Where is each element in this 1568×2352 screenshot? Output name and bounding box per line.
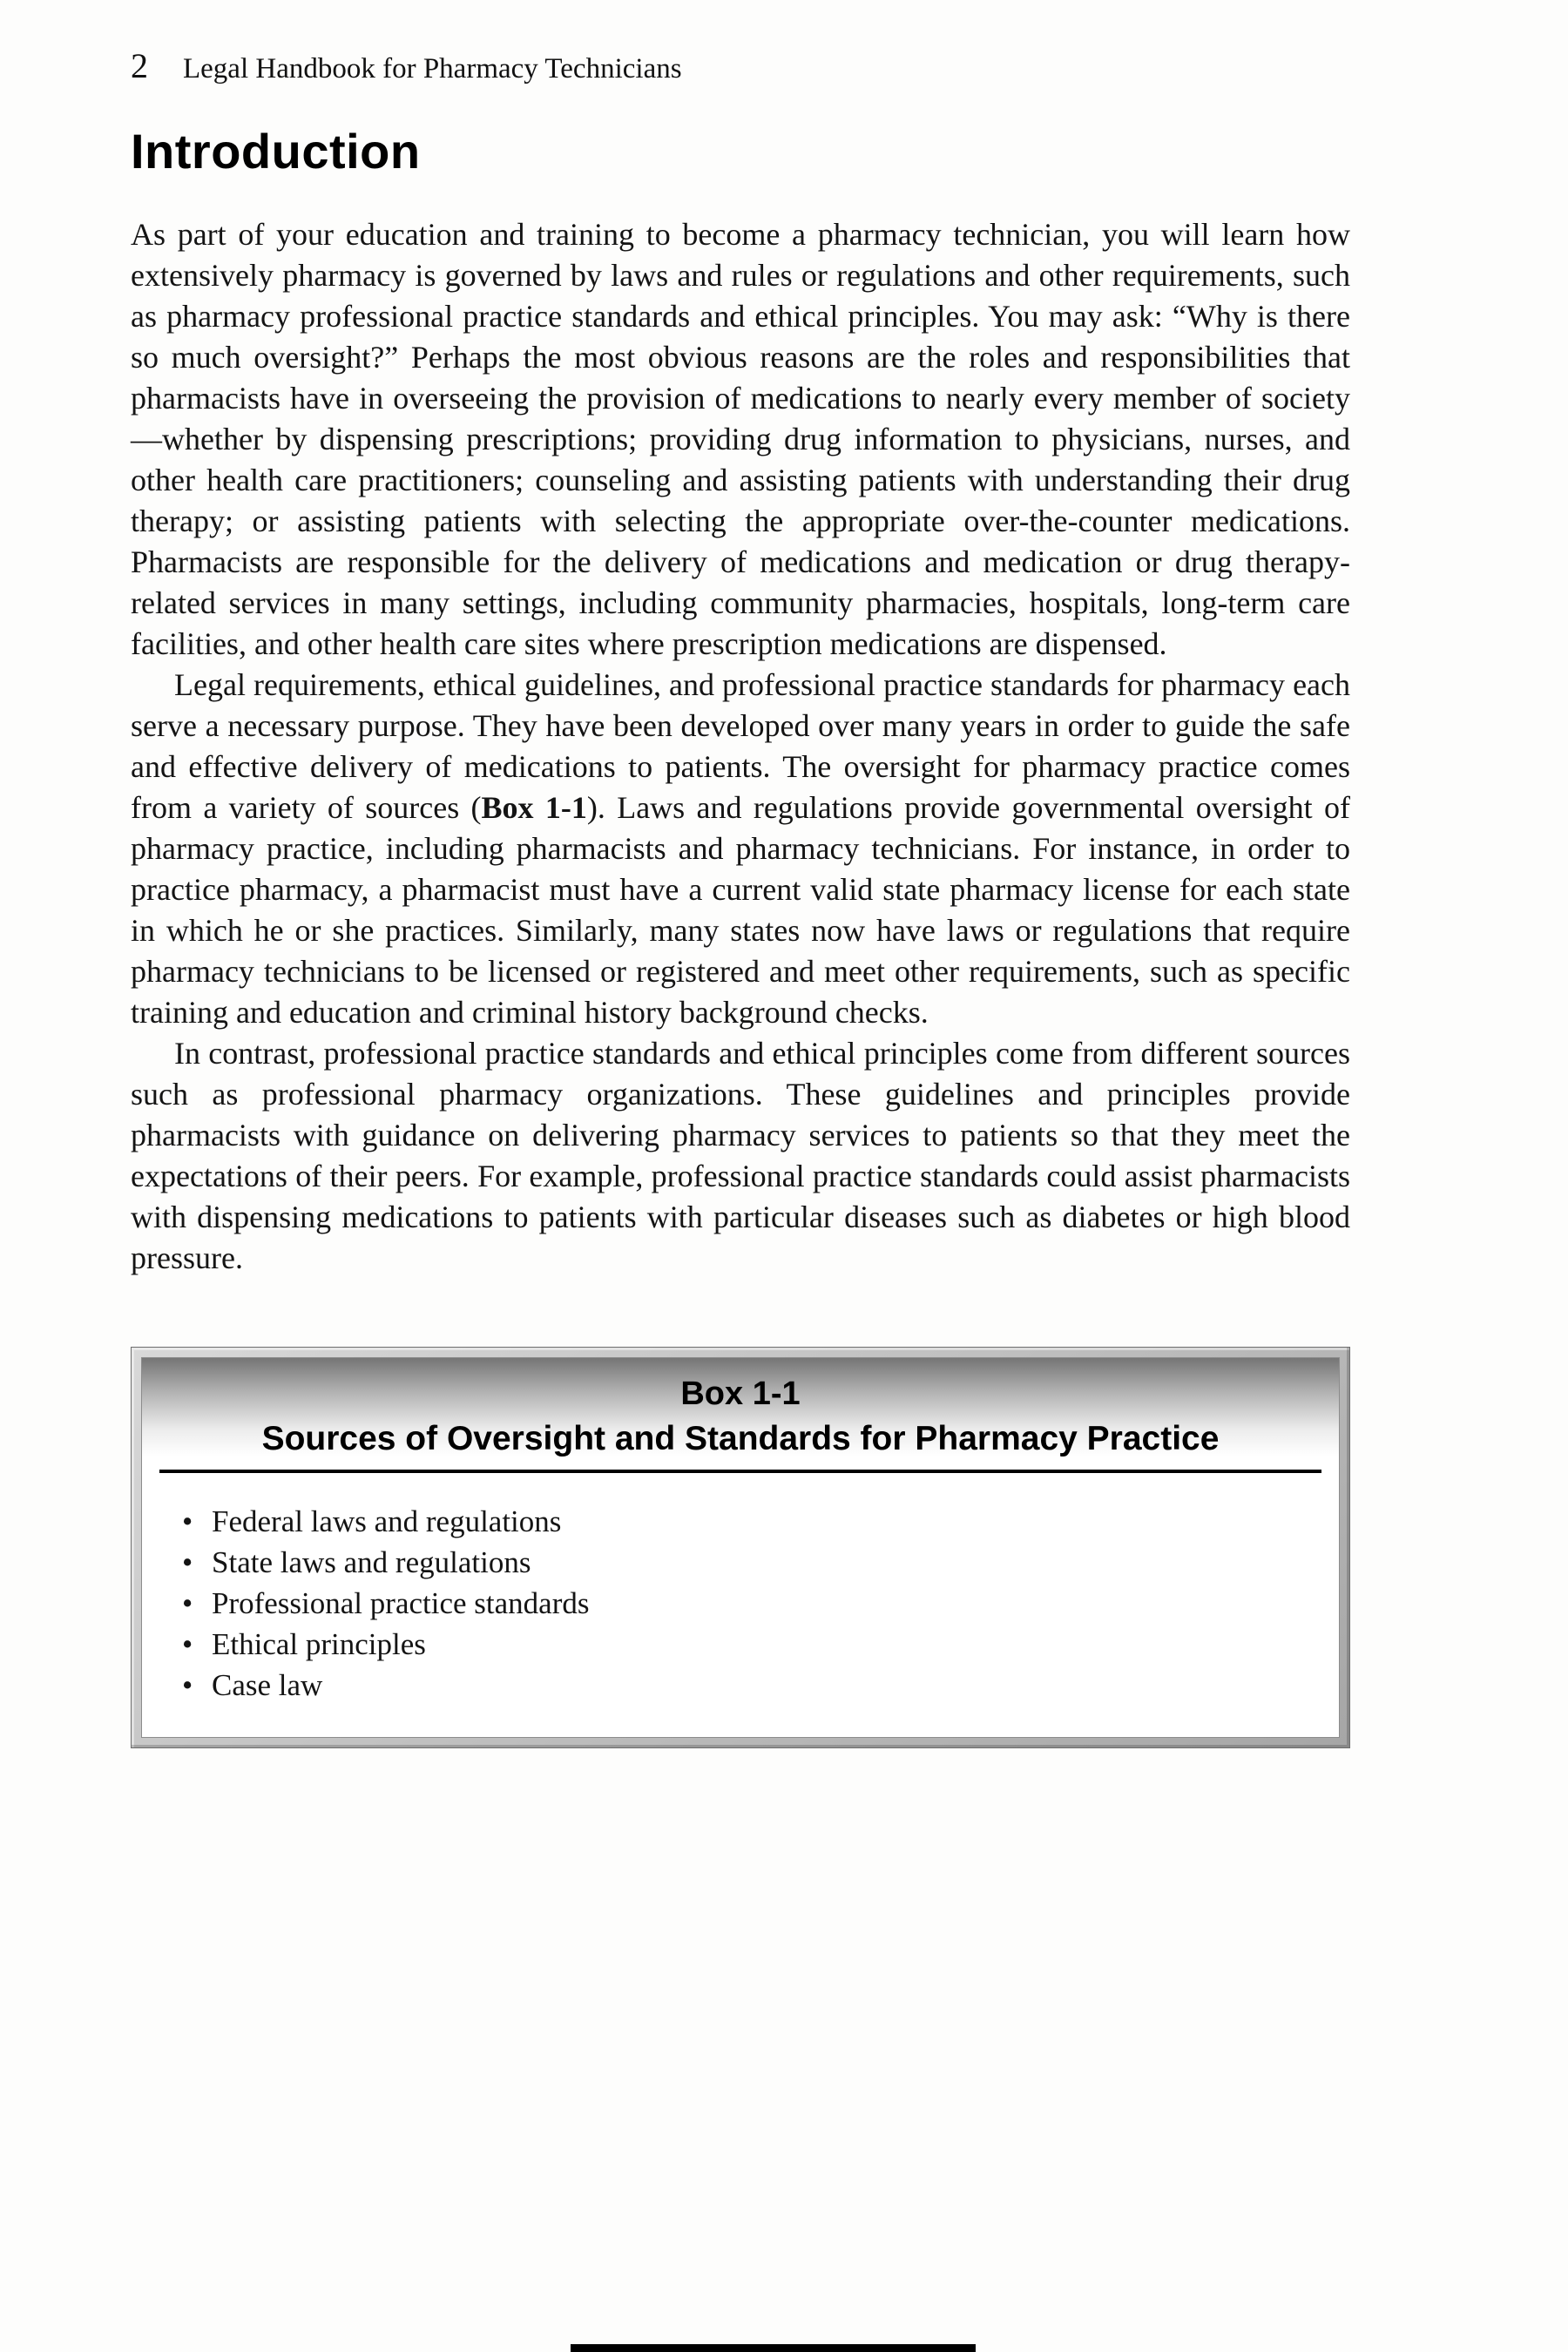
page-number: 2 bbox=[131, 46, 148, 85]
paragraph-1: As part of your education and training to become a pharmacy technician, you will learn how extensively pharmacy is governed by laws and rules or regulations and other requirements, such as pharmacy professional practice standards and ethical principles. You may ask: “Why is there so much oversight?” Perhaps the most obvious reasons are the roles and responsibilities that pharmacists have in overseeing the provision of medications to nearly every member of society—whether by dispensing prescriptions; providing drug information to physicians, nurses, and other health care practitioners; counseling and assisting patients with understanding their drug therapy; or assisting patients with selecting the appropriate over-the-counter medications. Pharmacists are responsible for the delivery of medications and medication or drug therapy-related services in many settings, including community pharmacies, hospitals, long-term care facilities, and other health care sites where prescription medications are dispensed. bbox=[131, 217, 1350, 661]
body-text bbox=[131, 214, 1350, 1279]
section-heading: Introduction bbox=[131, 124, 421, 179]
callout-box-title: Box 1-1 bbox=[680, 1375, 801, 1412]
paragraph-3: In contrast, professional practice standards and ethical principles come from different sources such as professional pharmacy organizations. These guidelines and principles provide pharmacists with guidance on delivering pharmacy services to patients so that they meet the expectations of their peers. For example, professional practice standards could assist pharmacists with dispensing medications to patients with particular diseases such as diabetes or high blood pressure. bbox=[131, 1036, 1350, 1275]
running-head bbox=[131, 45, 1350, 86]
running-title: Legal Handbook for Pharmacy Technicians bbox=[183, 53, 682, 84]
list-item: • State laws and regulations bbox=[172, 1542, 1321, 1583]
callout-box bbox=[141, 1357, 1340, 1738]
paragraph-2 bbox=[131, 665, 1350, 1033]
callout-box-divider bbox=[159, 1470, 1321, 1473]
paragraph-2-text: Legal requirements, ethical guidelines, and professional practice standards for pharmacy each serve a necessary purpose. They have been developed over many years in order to guide the safe and effective delivery of medications to patients. The oversight for pharmacy practice comes from a variety of sources ( bbox=[131, 667, 1350, 825]
page-edge-mark bbox=[571, 2344, 976, 2352]
list-item: • Case law bbox=[172, 1665, 1321, 1706]
callout-box-list bbox=[172, 1501, 1321, 1706]
list-item: • Federal laws and regulations bbox=[172, 1501, 1321, 1542]
callout-box-subtitle: Sources of Oversight and Standards for Pharmacy Practice bbox=[261, 1420, 1220, 1457]
box-reference: Box 1-1 bbox=[481, 790, 587, 825]
list-item: • Professional practice standards bbox=[172, 1583, 1321, 1624]
paragraph-2-text-cont: ). Laws and regulations provide governmental oversight of pharmacy practice, including pharmacists and pharmacy technicians. For instance, in order to practice pharmacy, a pharmacist must have a current valid state pharmacy license for each state in which he or she practices. Similarly, many states now have laws or regulations that require pharmacy technicians to be licensed or registered and meet other requirements, such as specific training and education and criminal history background checks. bbox=[131, 790, 1350, 1030]
list-item: • Ethical principles bbox=[172, 1624, 1321, 1665]
callout-box-frame bbox=[131, 1347, 1350, 1748]
callout-box-header bbox=[142, 1358, 1339, 1470]
